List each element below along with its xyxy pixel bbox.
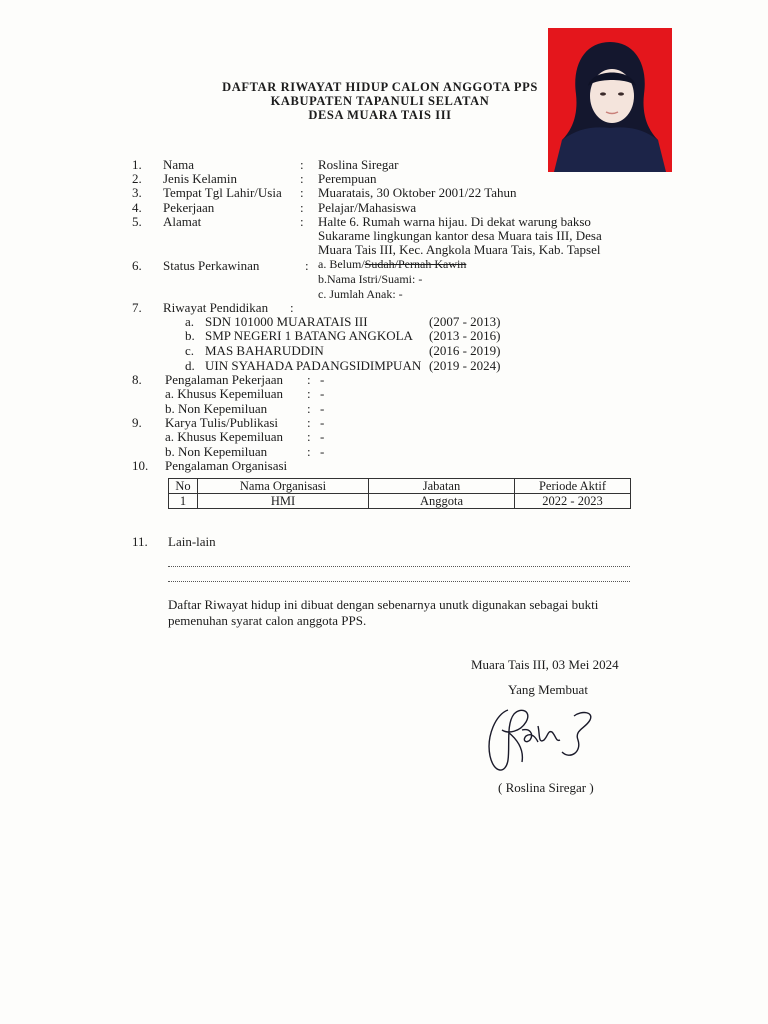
signature-maker-label: Yang Membuat: [508, 682, 588, 697]
colon: :: [290, 300, 294, 315]
field-value-nama: Roslina Siregar: [318, 157, 399, 172]
table-cell: 2022 - 2023: [515, 494, 631, 509]
table-cell: 1: [169, 494, 198, 509]
field-value: -: [320, 401, 325, 416]
item-number: 4.: [132, 200, 142, 215]
field-label-nama: Nama: [163, 157, 195, 172]
education-school: SMP NEGERI 1 BATANG ANGKOLA: [205, 328, 413, 343]
field-label-pengalaman-pekerjaan: Pengalaman Pekerjaan: [165, 372, 284, 387]
education-period: (2019 - 2024): [429, 358, 501, 373]
signature-image: [478, 700, 618, 780]
field-label-lain-lain: Lain-lain: [168, 534, 216, 549]
field-value-alamat: Halte 6. Rumah warna hijau. Di dekat warung bakso: [318, 214, 591, 229]
item-number: 2.: [132, 171, 142, 186]
status-option-b: b.Nama Istri/Suami: -: [318, 272, 423, 286]
sub-label: b. Non Kepemiluan: [165, 444, 268, 459]
education-letter: d.: [185, 358, 195, 373]
colon: :: [307, 372, 311, 387]
applicant-photo: [548, 28, 672, 172]
document-title-line1: DAFTAR RIWAYAT HIDUP CALON ANGGOTA PPS: [222, 80, 538, 94]
colon: :: [307, 415, 311, 430]
item-number: 10.: [132, 458, 149, 473]
colon: :: [305, 258, 309, 273]
field-label-jenis-kelamin: Jenis Kelamin: [163, 171, 238, 186]
education-school: UIN SYAHADA PADANGSIDIMPUAN: [205, 358, 422, 373]
field-value: -: [320, 386, 325, 401]
field-value-alamat-line2: Sukarame lingkungan kantor desa Muara tais III, Desa: [318, 228, 602, 243]
table-header-cell: Nama Organisasi: [198, 479, 369, 494]
table-row: [169, 494, 631, 509]
item-number: 11.: [132, 534, 148, 549]
field-value-ttl: Muaratais, 30 Oktober 2001/22 Tahun: [318, 185, 517, 200]
field-label-organisasi: Pengalaman Organisasi: [165, 458, 288, 473]
education-school: MAS BAHARUDDIN: [205, 343, 324, 358]
status-option-belum: a. Belum/: [318, 257, 365, 271]
item-number: 1.: [132, 157, 142, 172]
field-value-pekerjaan: Pelajar/Mahasiswa: [318, 200, 417, 215]
document-title-line2: KABUPATEN TAPANULI SELATAN: [270, 94, 490, 108]
colon: :: [307, 444, 311, 459]
field-label-ttl: Tempat Tgl Lahir/Usia: [163, 185, 282, 200]
field-value-jenis-kelamin: Perempuan: [318, 171, 377, 186]
signature-name: ( Roslina Siregar ): [498, 780, 594, 795]
field-value-alamat-line3: Muara Tais III, Kec. Angkola Muara Tais, Kab. Tapsel: [318, 242, 601, 257]
colon: :: [300, 185, 304, 200]
education-period: (2016 - 2019): [429, 343, 501, 358]
education-period: (2013 - 2016): [429, 328, 501, 343]
field-value: -: [320, 415, 325, 430]
colon: :: [307, 401, 311, 416]
colon: :: [300, 171, 304, 186]
item-number: 8.: [132, 372, 142, 387]
status-option-a: [318, 257, 466, 272]
education-letter: a.: [185, 314, 195, 329]
table-header-row: [169, 479, 631, 494]
field-value: -: [320, 444, 325, 459]
dotted-line: [168, 566, 630, 567]
document-title-line3: DESA MUARA TAIS III: [308, 108, 452, 122]
field-label-pekerjaan: Pekerjaan: [163, 200, 215, 215]
statement-line2: pemenuhan syarat calon anggota PPS.: [168, 613, 367, 628]
item-number: 7.: [132, 300, 142, 315]
sub-label: a. Khusus Kepemiluan: [165, 386, 284, 401]
education-period: (2007 - 2013): [429, 314, 501, 329]
field-label-status: Status Perkawinan: [163, 258, 260, 273]
colon: :: [307, 386, 311, 401]
colon: :: [300, 214, 304, 229]
education-letter: b.: [185, 328, 195, 343]
sub-label: b. Non Kepemiluan: [165, 401, 268, 416]
dotted-line: [168, 581, 630, 582]
table-header-cell: Jabatan: [369, 479, 515, 494]
item-number: 3.: [132, 185, 142, 200]
status-option-struck: Sudah/Pernah Kawin: [364, 257, 467, 271]
table-header-cell: No: [169, 479, 198, 494]
place-date: Muara Tais III, 03 Mei 2024: [471, 657, 619, 672]
item-number: 5.: [132, 214, 142, 229]
sub-label: a. Khusus Kepemiluan: [165, 429, 284, 444]
field-value: -: [320, 372, 325, 387]
statement-line1: Daftar Riwayat hidup ini dibuat dengan sebenarnya unutk digunakan sebagai bukti: [168, 597, 599, 612]
item-number: 9.: [132, 415, 142, 430]
organization-table: [168, 478, 631, 509]
education-letter: c.: [185, 343, 195, 358]
colon: :: [300, 157, 304, 172]
field-value: -: [320, 429, 325, 444]
table-header-cell: Periode Aktif: [515, 479, 631, 494]
field-label-pendidikan: Riwayat Pendidikan: [163, 300, 269, 315]
field-label-karya-tulis: Karya Tulis/Publikasi: [165, 415, 279, 430]
field-label-alamat: Alamat: [163, 214, 202, 229]
education-school: SDN 101000 MUARATAIS III: [205, 314, 368, 329]
status-option-c: c. Jumlah Anak: -: [318, 287, 403, 301]
item-number: 6.: [132, 258, 142, 273]
table-cell: Anggota: [369, 494, 515, 509]
colon: :: [307, 429, 311, 444]
table-cell: HMI: [198, 494, 369, 509]
colon: :: [300, 200, 304, 215]
